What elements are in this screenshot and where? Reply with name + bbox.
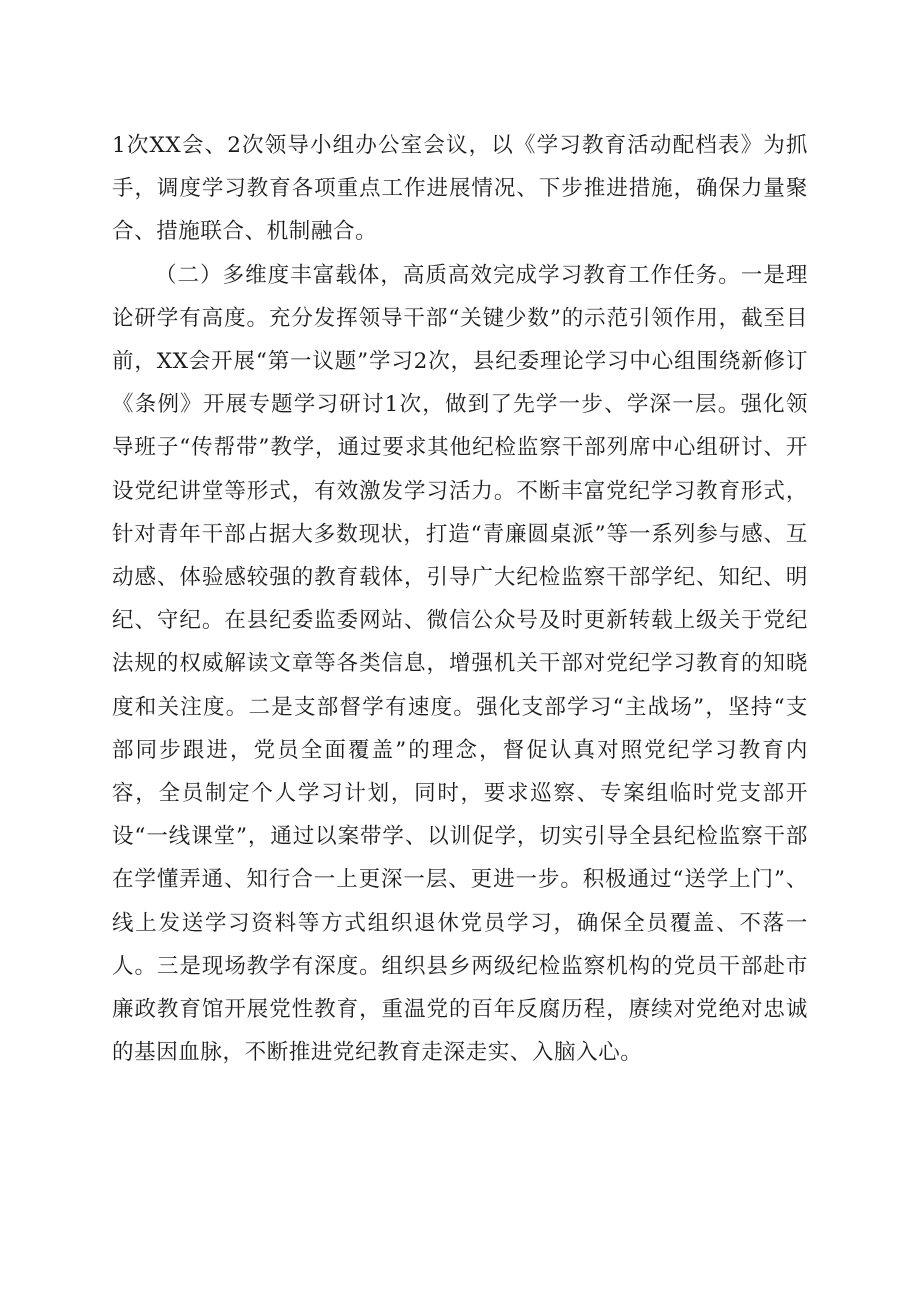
paragraph-2: （二）多维度丰富载体，高质高效完成学习教育工作任务。一是理论研学有高度。充分发挥领导干部“关键少数”的示范引领作用，截至目前，XX会开展“第一议题”学习2次，县纪委理论学习中心组围绕新修订《条例》开展专题学习研讨1次，做到了先学一步、学深一层。强化领导班子“传帮带”教学，通过要求其他纪检监察干部列席中心组研讨、开设党纪讲堂等形式，有效激发学习活力。不断丰富党纪学习教育形式，针对青年干部占据大多数现状，打造“青廉圆桌派”等一系列参与感、互动感、体验感较强的教育载体，引导广大纪检监察干部学纪、知纪、明纪、守纪。在县纪委监委网站、微信公众号及时更新转载上级关于党纪法规的权威解读文章等各类信息，增强机关干部对党纪学习教育的知晓度和关注度。二是支部督学有速度。强化支部学习“主战场”，坚持“支部同步跟进，党员全面覆盖”的理念，督促认真对照党纪学习教育内容，全员制定个人学习计划，同时，要求巡察、专案组临时党支部开设“一线课堂”，通过以案带学、以训促学，切实引导全县纪检监察干部在学懂弄通、知行合一上更深一层、更进一步。积极通过“送学上门”、线上发送学习资料等方式组织退休党员学习，确保全员覆盖、不落一人。三是现场教学有深度。组织县乡两级纪检监察机构的党员干部赴市廉政教育馆开展党性教育，重温党的百年反腐历程，赓续对党绝对忠诚的基因血脉，不断推进党纪教育走深走实、入脑入心。 [112, 262, 808, 1066]
paragraph-1: 1次XX会、2次领导小组办公室会议，以《学习教育活动配档表》为抓手，调度学习教育各项重点工作进展情况、下步推进措施，确保力量聚合、措施联合、机制融合。 [112, 133, 808, 245]
document-body [112, 124, 808, 1074]
